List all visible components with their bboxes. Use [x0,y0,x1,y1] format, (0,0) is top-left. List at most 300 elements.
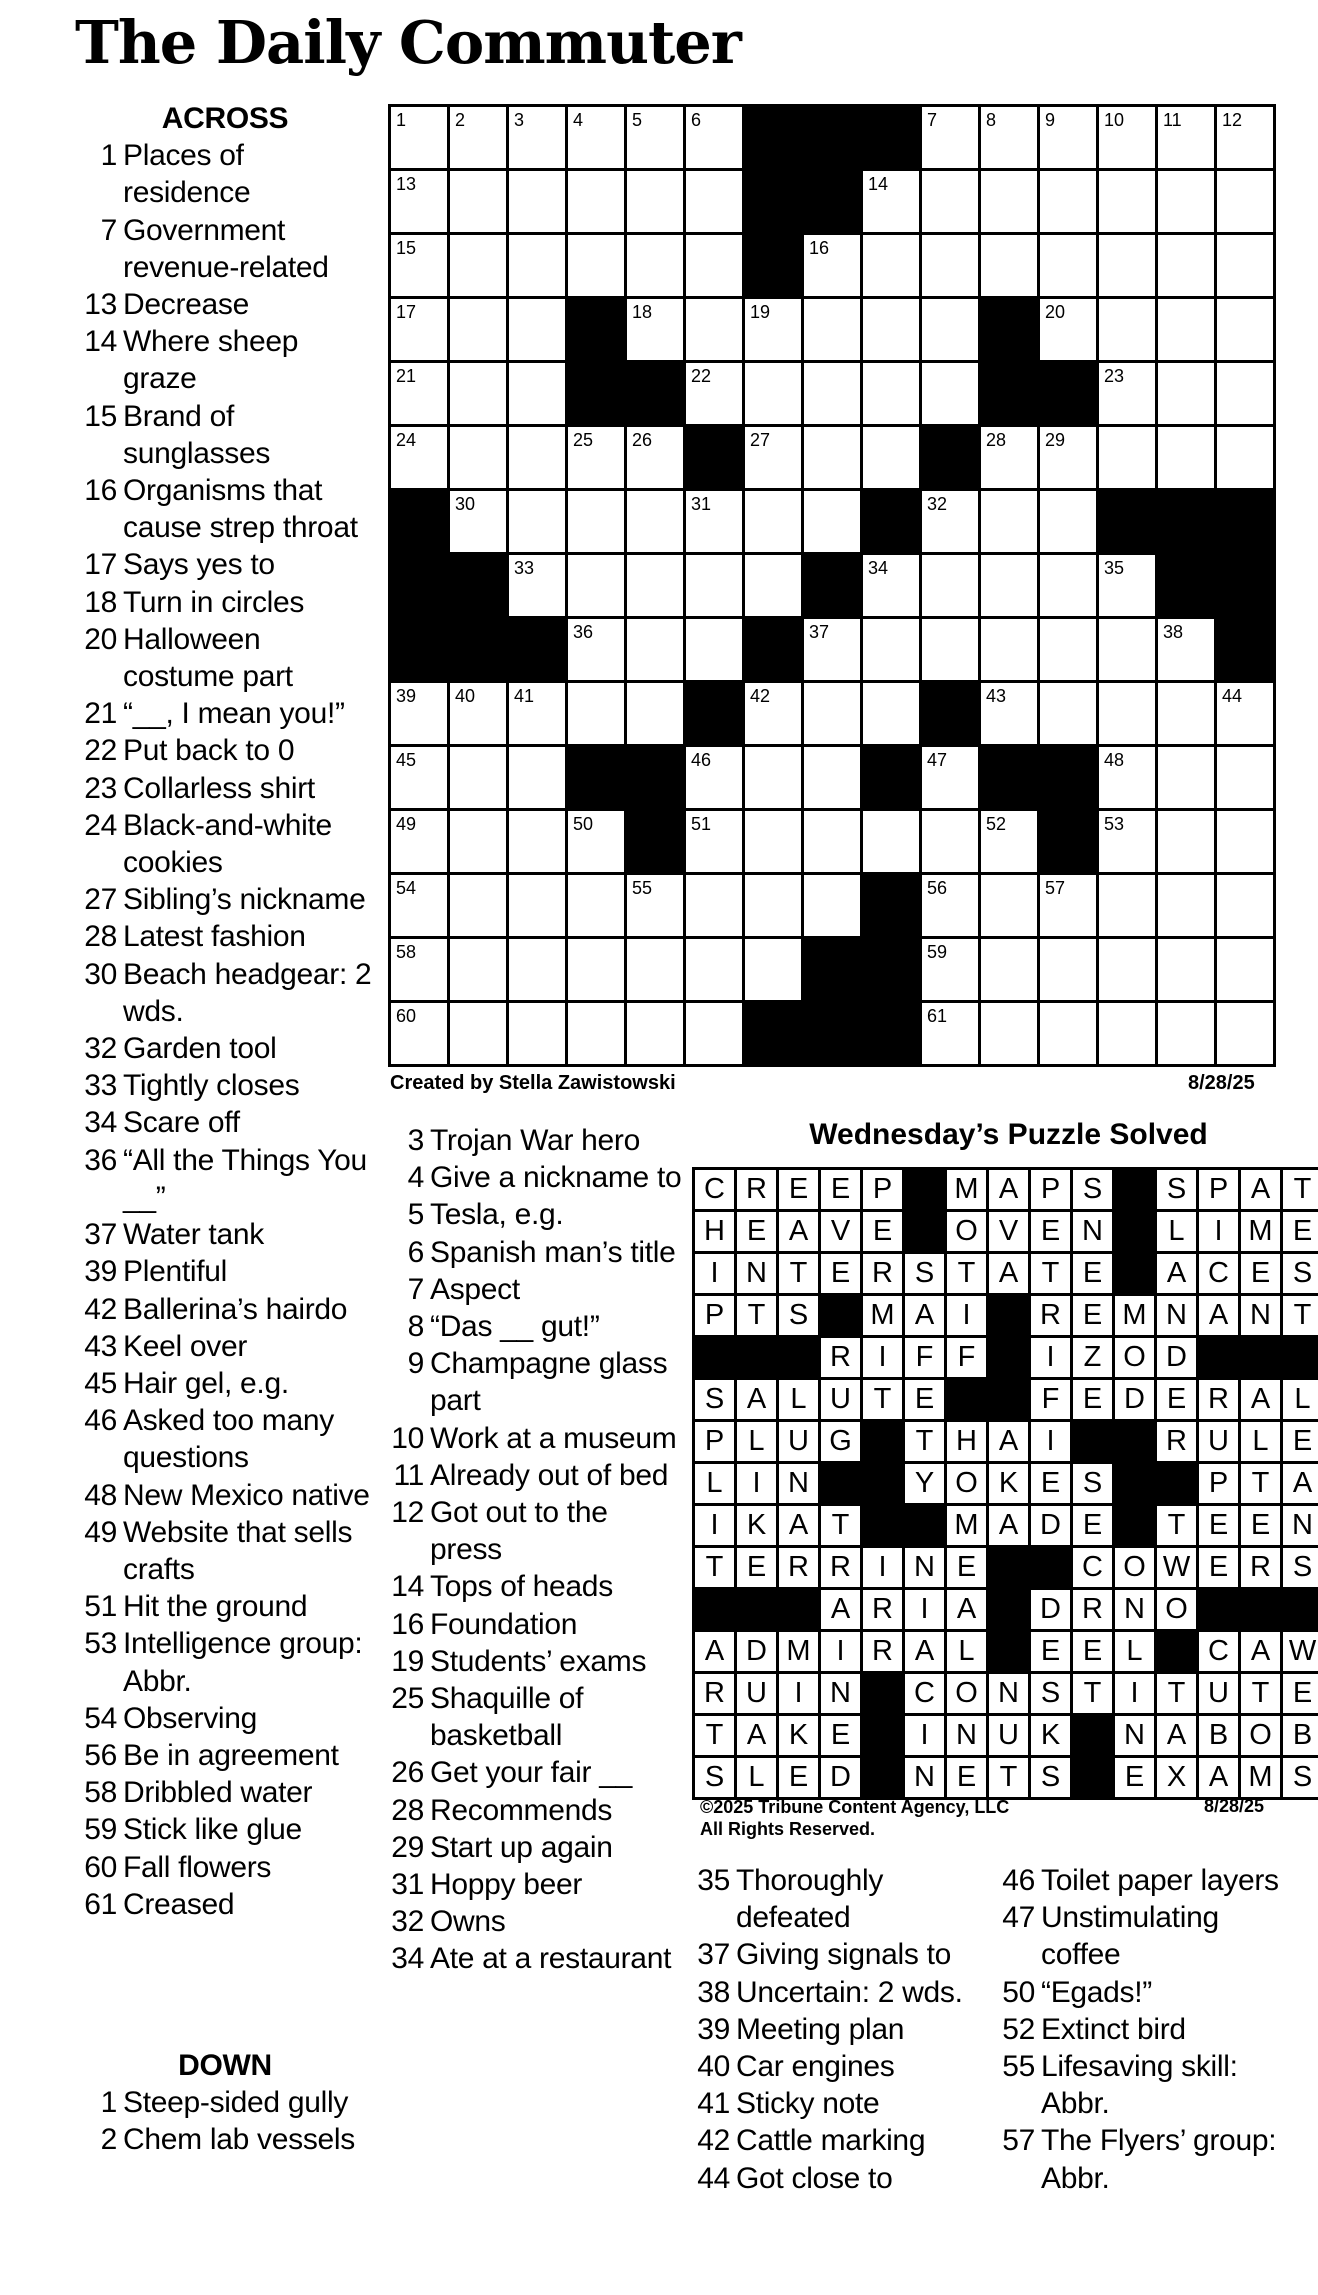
grid-cell[interactable] [1158,299,1214,360]
solved-letter: F [1031,1380,1070,1419]
grid-cell[interactable] [686,747,742,808]
grid-cell[interactable] [1099,299,1155,360]
grid-cell[interactable] [686,235,742,296]
grid-cell[interactable] [509,875,565,936]
solved-letter: S [1031,1758,1070,1797]
grid-cell[interactable] [568,235,624,296]
solved-letter: K [1031,1716,1070,1755]
clue-item [75,546,375,583]
grid-cell[interactable] [627,939,683,1000]
down-clues-col3 [688,1862,988,2197]
grid-cell[interactable] [1158,939,1214,1000]
grid-cell[interactable] [509,811,565,872]
grid-cell[interactable] [1158,875,1214,936]
clue-text: Sticky note [736,2087,880,2121]
solved-letter: A [737,1380,776,1419]
grid-cell[interactable] [627,235,683,296]
clue-text: Steep-sided gully [123,2086,349,2120]
grid-cell[interactable] [627,683,683,744]
black-square [450,555,506,616]
cell-number: 38 [1163,622,1184,642]
clue-item [688,2122,988,2159]
clue-number: 23 [84,771,117,805]
grid-cell[interactable] [922,939,978,1000]
solved-letter: T [1157,1506,1196,1545]
solved-letter: S [779,1296,818,1335]
grid-cell[interactable] [686,939,742,1000]
clue-text: Chem lab vessels [123,2123,355,2157]
solved-letter: S [1283,1758,1318,1797]
black-square [922,683,978,744]
grid-cell[interactable] [981,1003,1037,1064]
solved-letter: M [947,1170,986,1209]
clue-text: Black-and-white cookies [123,808,332,880]
cell-number: 53 [1104,814,1125,834]
grid-cell[interactable] [745,555,801,616]
grid-cell[interactable] [863,171,919,232]
grid-cell[interactable] [509,427,565,488]
solved-letter: L [737,1422,776,1461]
grid-cell[interactable] [450,171,506,232]
clue-number: 13 [84,288,117,322]
grid-cell[interactable] [922,299,978,360]
grid-cell[interactable] [922,555,978,616]
grid-cell[interactable] [981,427,1037,488]
grid-cell[interactable] [1158,619,1214,680]
grid-cell[interactable] [509,683,565,744]
clue-item [75,918,375,955]
grid-cell[interactable] [745,427,801,488]
solved-letter: I [1199,1212,1238,1251]
solved-letter: M [1241,1758,1280,1797]
grid-cell[interactable] [450,939,506,1000]
grid-cell[interactable] [686,171,742,232]
grid-cell[interactable] [450,491,506,552]
grid-cell[interactable] [1217,299,1273,360]
cell-number: 31 [691,494,712,514]
grid-cell[interactable] [922,875,978,936]
grid-cell[interactable] [568,683,624,744]
clue-item [382,1420,682,1457]
grid-cell[interactable] [1158,235,1214,296]
grid-cell[interactable] [686,811,742,872]
black-square [1158,491,1214,552]
grid-cell[interactable] [391,427,447,488]
solved-letter: A [779,1506,818,1545]
grid-cell[interactable] [922,619,978,680]
grid-cell[interactable] [1040,875,1096,936]
clue-item [75,1886,375,1923]
solved-letter: E [1283,1212,1318,1251]
grid-cell[interactable] [1040,491,1096,552]
clue-item [75,1328,375,1365]
grid-cell[interactable] [391,939,447,1000]
cell-number: 55 [632,878,653,898]
grid-cell[interactable] [1158,107,1214,168]
grid-cell[interactable] [1158,683,1214,744]
solved-letter: V [821,1212,860,1251]
grid-cell[interactable] [981,235,1037,296]
grid-cell[interactable] [863,235,919,296]
cell-number: 59 [927,942,948,962]
grid-cell[interactable] [686,363,742,424]
clue-item [382,1196,682,1233]
grid-cell[interactable] [1040,171,1096,232]
grid-cell[interactable] [391,171,447,232]
solved-letter: E [1073,1632,1112,1671]
clue-number: 61 [84,1887,117,1921]
grid-cell[interactable] [1099,747,1155,808]
grid-cell[interactable] [804,299,860,360]
grid-cell[interactable] [568,875,624,936]
grid-cell[interactable] [745,939,801,1000]
cell-number: 18 [632,302,653,322]
grid-cell[interactable] [686,875,742,936]
cell-number: 23 [1104,366,1125,386]
clue-number: 42 [84,1292,117,1326]
grid-cell[interactable] [1040,619,1096,680]
solved-letter: A [989,1254,1028,1293]
clue-text: Unstimulating coffee [1041,1901,1219,1972]
grid-cell[interactable] [1217,683,1273,744]
grid-cell[interactable] [1158,171,1214,232]
grid-cell[interactable] [568,107,624,168]
grid-cell[interactable] [509,107,565,168]
black-square [1040,363,1096,424]
grid-cell[interactable] [450,427,506,488]
grid-cell[interactable] [391,235,447,296]
clue-number: 8 [407,1310,424,1344]
solved-letter: T [989,1758,1028,1797]
cell-number: 30 [455,494,476,514]
grid-cell[interactable] [1099,1003,1155,1064]
grid-cell[interactable] [981,875,1037,936]
clue-text: Tightly closes [123,1069,300,1103]
clue-text: Extinct bird [1041,2012,1186,2046]
grid-cell[interactable] [627,555,683,616]
solved-black-square [989,1590,1028,1629]
grid-cell[interactable] [509,555,565,616]
solved-letter: C [1073,1548,1112,1587]
black-square [391,619,447,680]
grid-cell[interactable] [981,491,1037,552]
solved-letter: A [1199,1758,1238,1797]
grid-cell[interactable] [745,811,801,872]
grid-cell[interactable] [745,747,801,808]
solved-letter: C [905,1674,944,1713]
grid-cell[interactable] [1099,363,1155,424]
grid-cell[interactable] [450,299,506,360]
solved-letter: A [695,1632,734,1671]
clue-number: 1 [100,2086,117,2120]
clue-item [75,1216,375,1253]
grid-cell[interactable] [450,363,506,424]
grid-cell[interactable] [804,619,860,680]
grid-cell[interactable] [450,683,506,744]
grid-cell[interactable] [1217,939,1273,1000]
grid-cell[interactable] [391,1003,447,1064]
clue-item [75,1291,375,1328]
solved-black-square [989,1632,1028,1671]
cell-number: 36 [573,622,594,642]
grid-cell[interactable] [745,491,801,552]
grid-cell[interactable] [391,299,447,360]
grid-cell[interactable] [1217,107,1273,168]
grid-cell[interactable] [804,683,860,744]
grid-cell[interactable] [627,427,683,488]
grid-cell[interactable] [391,107,447,168]
grid-cell[interactable] [981,171,1037,232]
black-square [922,427,978,488]
grid-cell[interactable] [804,235,860,296]
grid-cell[interactable] [450,747,506,808]
clue-text: Beach headgear: 2 wds. [123,957,372,1028]
grid-cell[interactable] [627,875,683,936]
grid-cell[interactable] [686,619,742,680]
grid-cell[interactable] [922,363,978,424]
grid-cell[interactable] [981,619,1037,680]
solved-letter: T [1157,1674,1196,1713]
solved-letter: S [1073,1170,1112,1209]
solved-letter: A [905,1632,944,1671]
solved-letter: O [947,1212,986,1251]
solved-letter: Y [905,1464,944,1503]
grid-cell[interactable] [509,1003,565,1064]
grid-cell[interactable] [1099,107,1155,168]
grid-cell[interactable] [863,427,919,488]
clue-number: 37 [84,1218,117,1252]
grid-cell[interactable] [391,683,447,744]
grid-cell[interactable] [391,363,447,424]
grid-cell[interactable] [863,683,919,744]
grid-cell[interactable] [863,619,919,680]
grid-cell[interactable] [686,299,742,360]
grid-cell[interactable] [981,107,1037,168]
grid-cell[interactable] [745,363,801,424]
solved-letter: C [695,1170,734,1209]
cell-number: 13 [396,174,417,194]
cell-number: 56 [927,878,948,898]
grid-cell[interactable] [509,171,565,232]
solved-letter: M [863,1296,902,1335]
grid-cell[interactable] [450,1003,506,1064]
grid-cell[interactable] [1158,1003,1214,1064]
grid-cell[interactable] [568,619,624,680]
grid-cell[interactable] [1099,875,1155,936]
grid-cell[interactable] [450,235,506,296]
clue-number: 1 [100,139,117,173]
clue-item [75,695,375,732]
grid-cell[interactable] [509,235,565,296]
grid-cell[interactable] [1217,171,1273,232]
grid-cell[interactable] [568,427,624,488]
grid-cell[interactable] [1217,1003,1273,1064]
black-square [863,747,919,808]
clue-text: Organisms that cause strep throat [123,474,358,545]
cell-number: 42 [750,686,771,706]
grid-cell[interactable] [509,299,565,360]
grid-cell[interactable] [686,1003,742,1064]
grid-cell[interactable] [1099,811,1155,872]
grid-cell[interactable] [627,299,683,360]
grid-cell[interactable] [1099,555,1155,616]
grid-cell[interactable] [1099,171,1155,232]
grid-cell[interactable] [922,171,978,232]
grid-cell[interactable] [863,363,919,424]
grid-cell[interactable] [1099,427,1155,488]
grid-cell[interactable] [568,939,624,1000]
grid-cell[interactable] [509,491,565,552]
grid-cell[interactable] [745,299,801,360]
solved-letter: R [695,1674,734,1713]
grid-cell[interactable] [568,491,624,552]
grid-cell[interactable] [509,363,565,424]
solved-letter: S [695,1758,734,1797]
grid-cell[interactable] [568,171,624,232]
grid-cell[interactable] [1158,747,1214,808]
solved-letter: A [1199,1296,1238,1335]
grid-cell[interactable] [804,427,860,488]
grid-cell[interactable] [1099,619,1155,680]
cell-number: 12 [1222,110,1243,130]
grid-cell[interactable] [1158,363,1214,424]
grid-cell[interactable] [391,747,447,808]
grid-cell[interactable] [450,811,506,872]
grid-cell[interactable] [1040,683,1096,744]
grid-cell[interactable] [1040,235,1096,296]
solved-letter: E [1031,1464,1070,1503]
grid-cell[interactable] [1040,299,1096,360]
grid-cell[interactable] [1217,363,1273,424]
solved-letter: E [1241,1254,1280,1293]
grid-cell[interactable] [922,491,978,552]
grid-cell[interactable] [745,875,801,936]
grid-cell[interactable] [804,363,860,424]
grid-cell[interactable] [1040,427,1096,488]
grid-cell[interactable] [863,811,919,872]
grid-cell[interactable] [922,235,978,296]
clue-item [993,1899,1293,1973]
grid-cell[interactable] [568,555,624,616]
solved-letter: O [947,1464,986,1503]
solved-letter: M [1115,1296,1154,1335]
grid-cell[interactable] [450,875,506,936]
grid-cell[interactable] [922,811,978,872]
grid-cell[interactable] [627,619,683,680]
grid-cell[interactable] [627,491,683,552]
grid-cell[interactable] [1099,939,1155,1000]
cell-number: 35 [1104,558,1125,578]
clue-item [75,1253,375,1290]
solved-letter: T [695,1548,734,1587]
black-square [1040,811,1096,872]
clue-number: 32 [84,1032,117,1066]
grid-cell[interactable] [509,747,565,808]
clue-item [382,1457,682,1494]
clue-text: New Mexico native [123,1478,370,1512]
grid-cell[interactable] [1158,811,1214,872]
clue-number: 54 [84,1701,117,1735]
grid-cell[interactable] [922,1003,978,1064]
grid-cell[interactable] [1217,747,1273,808]
clue-text: Observing [123,1701,258,1735]
grid-cell[interactable] [1217,427,1273,488]
clue-text: Hair gel, e.g. [123,1366,289,1400]
solved-letter: E [947,1548,986,1587]
grid-cell[interactable] [804,747,860,808]
solved-letter: I [779,1674,818,1713]
grid-cell[interactable] [1217,875,1273,936]
grid-cell[interactable] [922,747,978,808]
grid-cell[interactable] [863,299,919,360]
grid-cell[interactable] [981,811,1037,872]
grid-cell[interactable] [568,811,624,872]
grid-cell[interactable] [863,555,919,616]
grid-cell[interactable] [627,171,683,232]
solved-letter: R [863,1590,902,1629]
black-square [863,107,919,168]
clue-number: 34 [391,1942,424,1976]
cell-number: 4 [573,110,584,130]
grid-cell[interactable] [745,683,801,744]
grid-cell[interactable] [1099,683,1155,744]
grid-cell[interactable] [1040,1003,1096,1064]
grid-cell[interactable] [686,491,742,552]
grid-cell[interactable] [1040,107,1096,168]
puzzle-credit: Created by Stella Zawistowski [390,1072,676,1094]
grid-cell[interactable] [1040,555,1096,616]
grid-cell[interactable] [1099,235,1155,296]
grid-cell[interactable] [450,107,506,168]
solved-black-square [1115,1170,1154,1209]
clue-text: Collarless shirt [123,771,315,805]
solved-letter: T [1241,1674,1280,1713]
grid-cell[interactable] [686,107,742,168]
solved-letter: U [1199,1422,1238,1461]
grid-cell[interactable] [922,107,978,168]
grid-cell[interactable] [1040,939,1096,1000]
black-square [1040,747,1096,808]
grid-cell[interactable] [981,939,1037,1000]
grid-cell[interactable] [1158,427,1214,488]
grid-cell[interactable] [981,683,1037,744]
grid-cell[interactable] [627,1003,683,1064]
grid-cell[interactable] [627,107,683,168]
solved-letter: T [1073,1674,1112,1713]
clue-number: 6 [407,1235,424,1269]
clue-item [688,1936,988,1973]
grid-cell[interactable] [981,555,1037,616]
grid-cell[interactable] [804,875,860,936]
grid-cell[interactable] [391,875,447,936]
clue-item [688,2011,988,2048]
grid-cell[interactable] [686,555,742,616]
clue-text: Got close to [736,2161,893,2195]
grid-cell[interactable] [391,811,447,872]
solved-black-square [1283,1338,1318,1377]
solved-black-square [905,1212,944,1251]
grid-cell[interactable] [509,939,565,1000]
clue-text: Shaquille of basketball [430,1682,584,1753]
grid-cell[interactable] [804,491,860,552]
solved-letter: N [1241,1296,1280,1335]
grid-cell[interactable] [568,1003,624,1064]
grid-cell[interactable] [804,811,860,872]
solved-letter: R [1157,1422,1196,1461]
grid-cell[interactable] [1217,811,1273,872]
grid-cell[interactable] [1217,235,1273,296]
solved-black-square [863,1464,902,1503]
